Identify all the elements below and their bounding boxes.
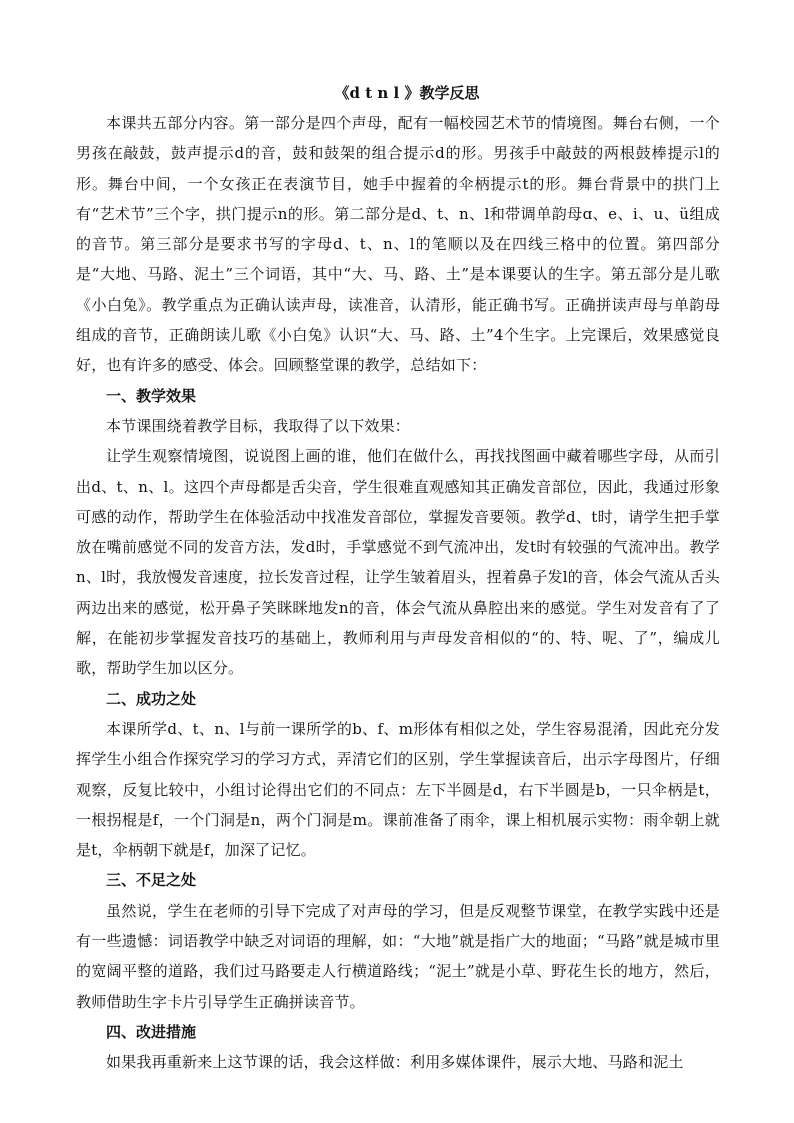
section-teaching-effect: [76, 381, 720, 684]
section-improvements: [76, 1017, 720, 1078]
document-title: 《d t n l 》教学反思: [334, 84, 480, 102]
section-paragraph: 本课所学d、t、n、l与前一课所学的b、f、m形体有相似之处，学生容易混淆，因此充分发挥学生小组合作探究学习的学习方式，弄清它们的区别，学生掌握读音后，出示字母图片，仔细观察，反复比较中，小组讨论得出它们的不同点：左下半圆是d，右下半圆是b，一只伞柄是t，一根拐棍是f，一个门洞是n，两个门洞是m。课前准备了雨伞，课上相机展示实物：雨伞朝上就是t，伞柄朝下就是f，加深了记忆。: [76, 719, 720, 860]
section-heading: 三、不足之处: [106, 871, 197, 890]
section-heading: 二、成功之处: [106, 689, 197, 708]
section-heading: 四、改进措施: [106, 1022, 197, 1041]
document-page: [76, 78, 720, 1078]
section-shortcomings: [76, 865, 720, 1016]
intro-paragraph: 本课共五部分内容。第一部分是四个声母，配有一幅校园艺术节的情境图。舞台右侧，一个男孩在敲鼓，鼓声提示d的音，鼓和鼓架的组合提示d的形。男孩手中敲鼓的两根鼓棒提示l的形。舞台中间，一个女孩正在表演节目，她手中握着的伞柄提示t的形。舞台背景中的拱门上有“艺术节”三个字，拱门提示n的形。第二部分是d、t、n、l和带调单韵母ɑ、e、i、u、ü组成的音节。第三部分是要求书写的字母d、t、n、l的笔顺以及在四线三格中的位置。第四部分是“大地、马路、泥土”三个词语，其中“大、马、路、土”是本课要认的生字。第五部分是儿歌《小白兔》。教学重点为正确认读声母，读准音，认清形，能正确书写。正确拼读声母与单韵母组成的音节，正确朗读儿歌《小白兔》认识“大、马、路、土”4个生字。上完课后，效果感觉良好，也有许多的感受、体会。回顾整堂课的教学，总结如下：: [76, 114, 720, 375]
section-paragraph: 本节课围绕着教学目标，我取得了以下效果：: [106, 416, 411, 435]
section-paragraph: 让学生观察情境图，说说图上画的谁，他们在做什么，再找找图画中藏着哪些字母，从而引出d、t、n、l。这四个声母都是舌尖音，学生很难直观感知其正确发音部位，因此，我通过形象可感的动作，帮助学生在体验活动中找准发音部位，掌握发音要领。教学d、t时，请学生把手掌放在嘴前感觉不同的发音方法，发d时，手掌感觉不到气流冲出，发t时有较强的气流冲出。教学n、l时，我放慢发音速度，拉长发音过程，让学生皱着眉头，捏着鼻子发l的音，体会气流从舌头两边出来的感觉，松开鼻子笑眯眯地发n的音，体会气流从鼻腔出来的感觉。学生对发音有了了解，在能初步掌握发音技巧的基础上，教师利用与声母发音相似的“的、特、呢、了”，编成儿歌，帮助学生加以区分。: [76, 447, 720, 678]
section-heading: 一、教学效果: [106, 386, 197, 405]
section-successes: [76, 684, 720, 866]
section-paragraph: 虽然说，学生在老师的引导下完成了对声母的学习，但是反观整节课堂，在教学实践中还是有一些遗憾：词语教学中缺乏对词语的理解，如：“大地”就是指广大的地面；“马路”就是城市里的宽阔平整的道路，我们过马路要走人行横道路线；“泥土”就是小草、野花生长的地方，然后，教师借助生字卡片引导学生正确拼读音节。: [76, 901, 720, 1011]
section-paragraph: 如果我再重新来上这节课的话，我会这样做：利用多媒体课件，展示大地、马路和泥土: [106, 1053, 684, 1072]
